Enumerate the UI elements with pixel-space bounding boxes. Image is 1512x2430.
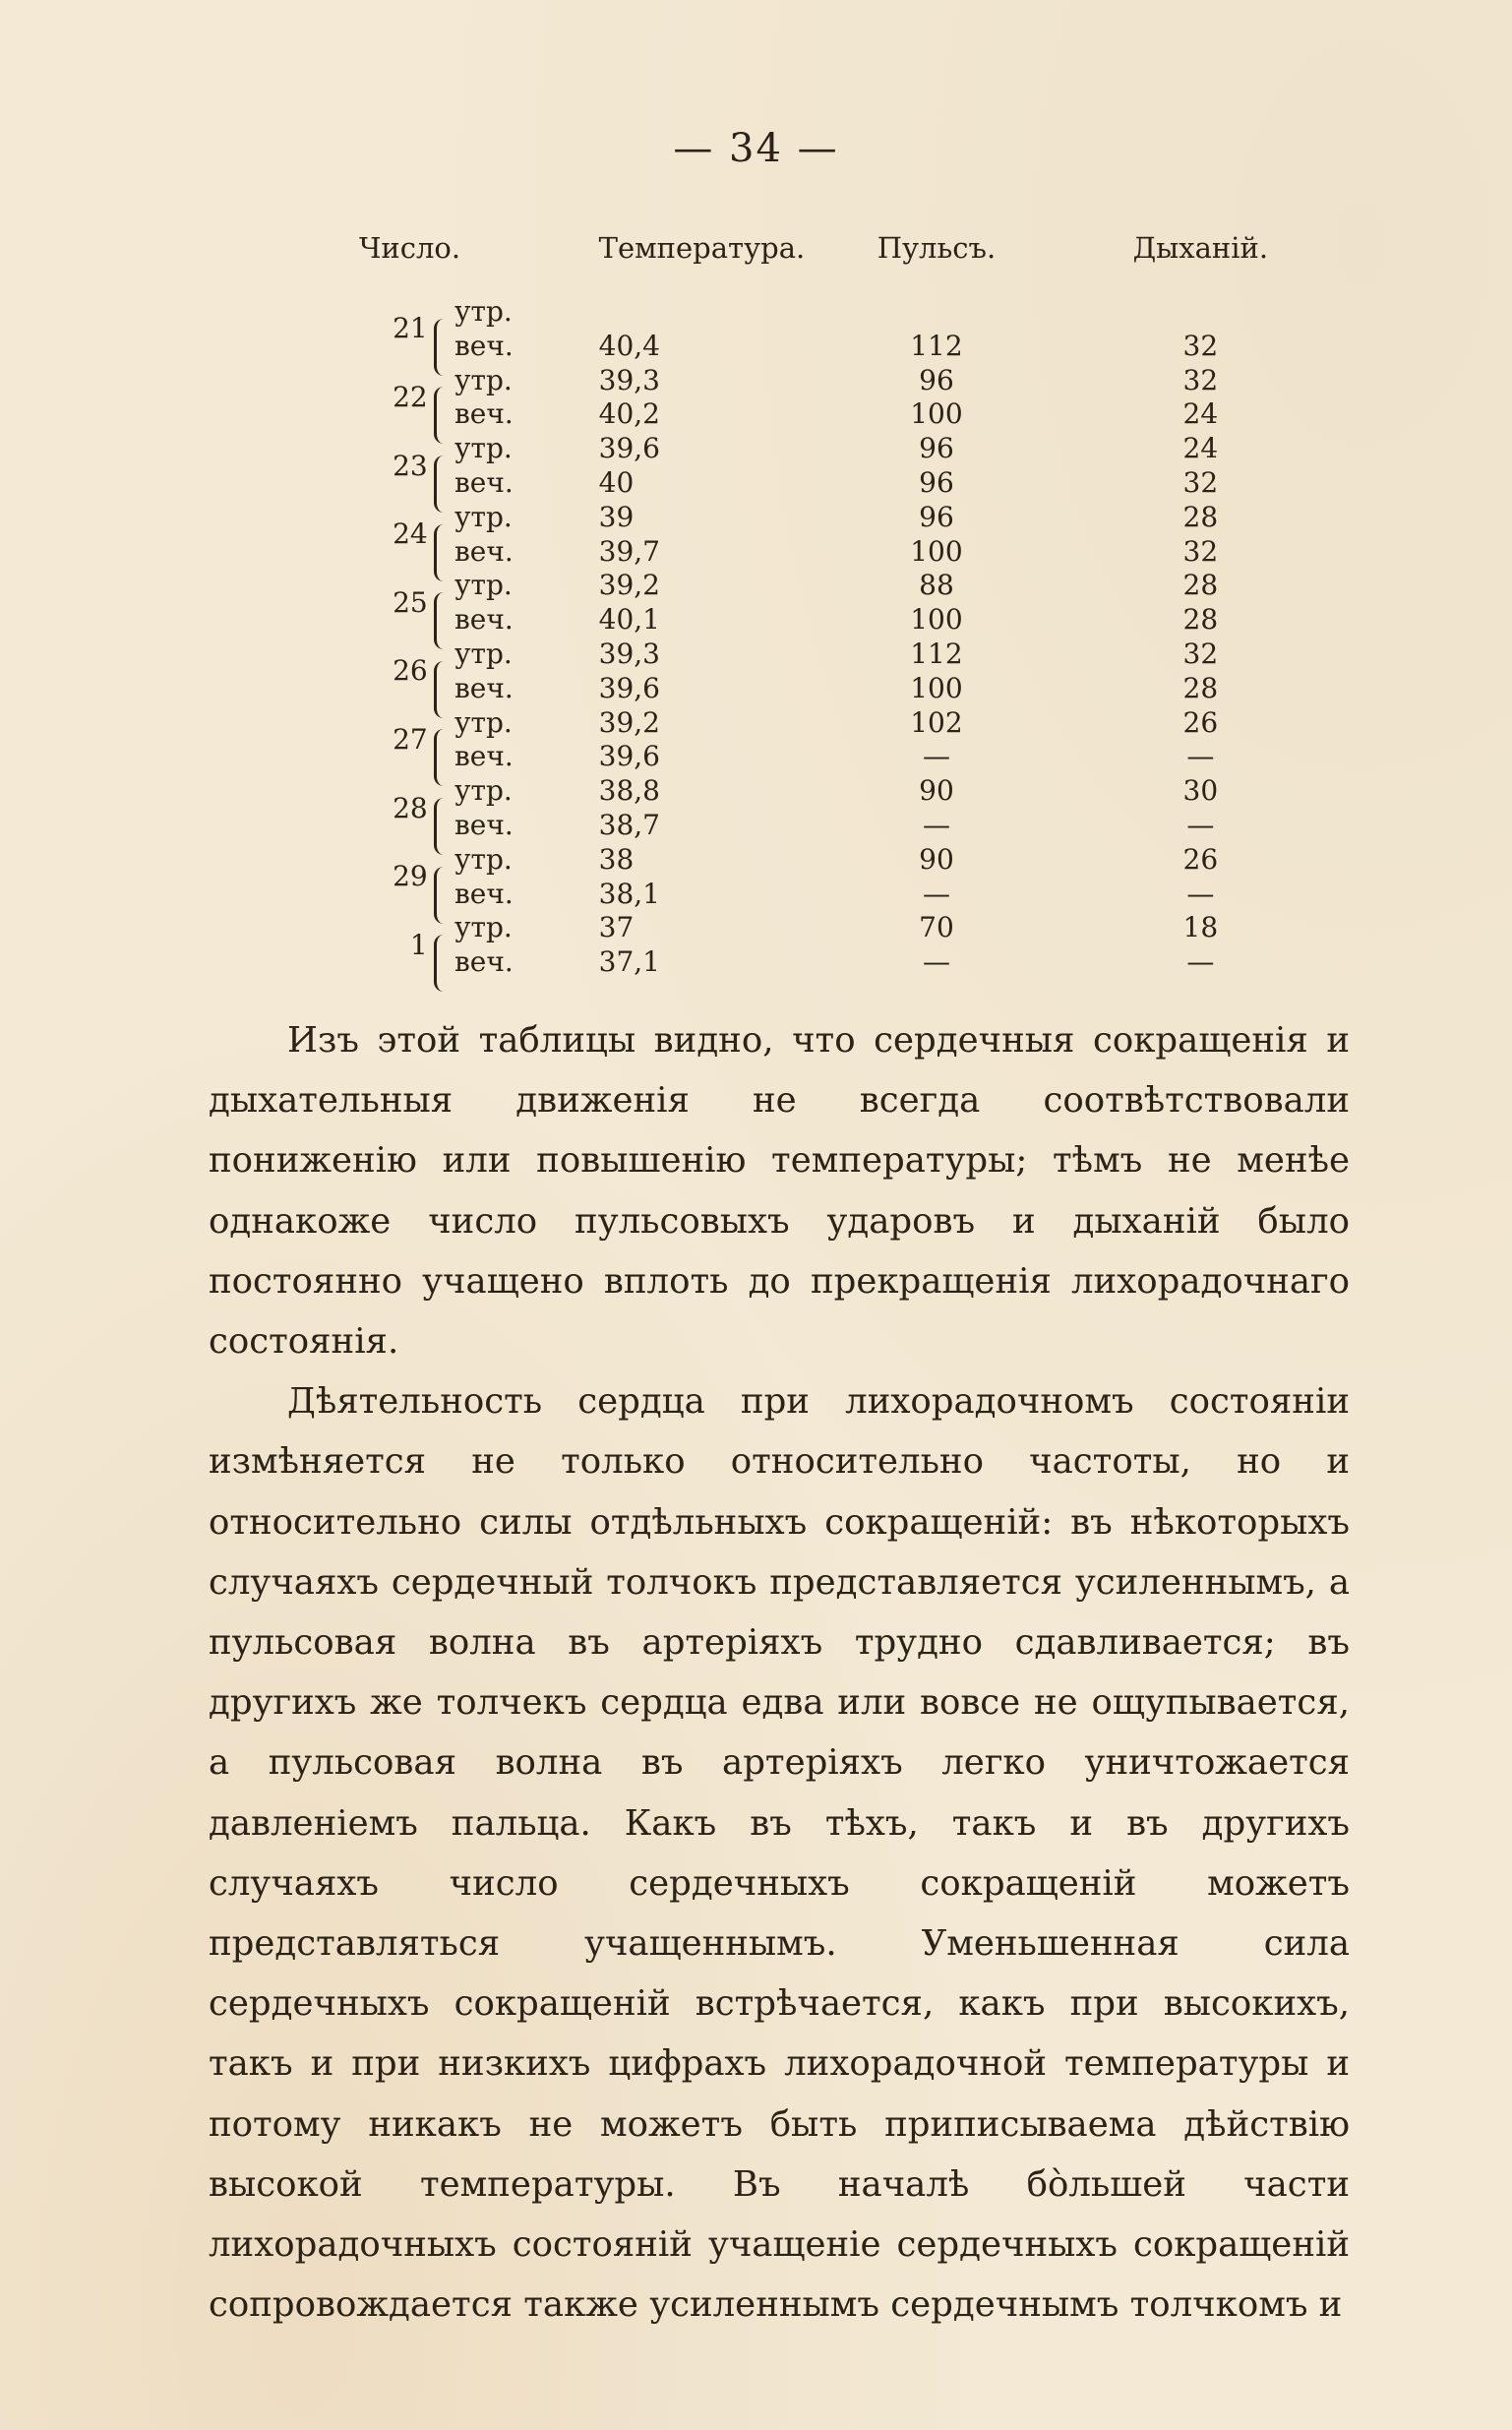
day-number: 21 (393, 312, 428, 345)
respiration-value: 32 (1182, 329, 1219, 362)
day-number: 1 (409, 928, 428, 961)
respiration-value: 30 (1182, 774, 1219, 808)
table-body (349, 295, 1333, 980)
curly-brace-icon (434, 387, 449, 444)
temperature-value: 38,1 (598, 877, 660, 910)
temperature-value: 38 (598, 842, 635, 876)
temperature-value: 39,6 (598, 740, 660, 773)
pulse-value: 96 (919, 432, 954, 465)
body-text (209, 1010, 1350, 2335)
curly-brace-icon (434, 524, 449, 581)
table-row (349, 397, 1333, 432)
time-of-day: утр. (454, 774, 513, 808)
respiration-value: — (1186, 945, 1215, 979)
time-of-day: утр. (454, 842, 513, 876)
respiration-value: — (1186, 808, 1215, 841)
respiration-value: 28 (1182, 603, 1219, 637)
curly-brace-icon (434, 592, 449, 649)
time-of-day: веч. (454, 877, 514, 910)
brace-mark (434, 295, 454, 364)
temperature-value: 40,1 (598, 603, 660, 637)
header-respiration: Дыханій. (1132, 231, 1269, 265)
temperature-value: 39,2 (598, 705, 660, 739)
respiration-value: — (1186, 740, 1215, 773)
table-row (349, 809, 1333, 843)
table-row (349, 501, 1333, 535)
pulse-value: 100 (910, 671, 963, 704)
respiration-value: 26 (1182, 842, 1219, 876)
paragraph: Дѣятельность сердца при лихорадочномъ состояніи измѣняется не только относительно частоты, но и относительно силы отдѣльныхъ сокращеній: въ нѣкоторыхъ случаяхъ сердечный толчокъ представляется усиленнымъ, а пульсовая волна въ артеріяхъ трудно сдавливается; въ другихъ же толчекъ сердца едва или вовсе не ощупывается, а пульсовая волна въ артеріяхъ легко уничтожается давленіемъ пальца. Какъ въ тѣхъ, такъ и въ другихъ случаяхъ число сердечныхъ сокращеній можетъ представляться учащеннымъ. Уменьшенная сила сердечныхъ сокращеній встрѣчается, какъ при высокихъ, такъ и при низкихъ цифрахъ лихорадочной температуры и потому никакъ не можетъ быть приписываема дѣйствію высокой температуры. Въ началѣ бо̀льшей части лихорадочныхъ состояній учащеніе сердечныхъ сокращеній сопровождается также усиленнымъ сердечнымъ толчкомъ и (209, 1381, 1350, 2326)
pulse-value: — (922, 808, 950, 841)
pulse-value: — (922, 945, 950, 979)
pulse-value: 88 (919, 569, 954, 602)
table-row (349, 911, 1333, 945)
table-row (349, 843, 1333, 878)
day-number: 25 (393, 585, 428, 619)
curly-brace-icon (434, 867, 449, 924)
pulse-value: 112 (910, 637, 963, 670)
time-of-day: веч. (454, 671, 514, 704)
vital-signs-table (349, 228, 1333, 980)
table-row (349, 945, 1333, 980)
pulse-value: 100 (910, 603, 963, 637)
temperature-value: 39,2 (598, 569, 660, 602)
pulse-value: 96 (919, 363, 954, 396)
temperature-value: 39 (598, 500, 635, 533)
header-pulse: Пульсъ. (877, 231, 997, 265)
header-temperature: Температура. (598, 231, 806, 265)
curly-brace-icon (434, 729, 449, 786)
pulse-value: 102 (910, 705, 963, 739)
temperature-value: 39,3 (598, 637, 660, 670)
time-of-day: утр. (454, 363, 513, 396)
pulse-value: 112 (910, 329, 963, 362)
respiration-value: — (1186, 877, 1215, 910)
table-row (349, 774, 1333, 809)
pulse-value (805, 295, 1067, 330)
time-of-day: веч. (454, 808, 514, 841)
time-of-day: утр. (454, 569, 513, 602)
curly-brace-icon (434, 456, 449, 513)
curly-brace-icon (434, 661, 449, 718)
pulse-value: 100 (910, 397, 963, 431)
curly-brace-icon (434, 935, 449, 992)
header-day: Число. (359, 231, 461, 265)
time-of-day: веч. (454, 534, 514, 568)
temperature-value: 38,7 (598, 808, 660, 841)
time-of-day: утр. (454, 500, 513, 533)
table-row (349, 740, 1333, 774)
time-of-day: веч. (454, 740, 514, 773)
respiration-value: 28 (1182, 671, 1219, 704)
temperature-value (558, 295, 806, 330)
temperature-value: 40,4 (598, 329, 660, 362)
temperature-value: 39,6 (598, 671, 660, 704)
temperature-value: 38,8 (598, 774, 660, 808)
respiration-value: 28 (1182, 569, 1219, 602)
temperature-value: 40 (598, 465, 635, 499)
pulse-value: — (922, 740, 950, 773)
respiration-value: 32 (1182, 637, 1219, 670)
temperature-value: 40,2 (598, 397, 660, 431)
table-row (349, 432, 1333, 466)
time-of-day: веч. (454, 603, 514, 637)
table-header-row (349, 228, 1333, 295)
temperature-value: 39,6 (598, 432, 660, 465)
time-of-day: веч. (454, 329, 514, 362)
time-of-day: веч. (454, 397, 514, 431)
table-row (349, 603, 1333, 638)
day-number: 28 (393, 791, 428, 824)
page-number: — 34 — (673, 126, 839, 171)
respiration-value: 28 (1182, 500, 1219, 533)
table-row (349, 364, 1333, 398)
temperature-value: 39,7 (598, 534, 660, 568)
time-of-day: утр. (454, 705, 513, 739)
respiration-value: 18 (1182, 911, 1219, 944)
curly-brace-icon (434, 798, 449, 855)
time-of-day: утр. (454, 295, 513, 328)
time-of-day: веч. (454, 945, 514, 979)
table-row (349, 706, 1333, 741)
respiration-value: 32 (1182, 363, 1219, 396)
time-of-day: утр. (454, 911, 513, 944)
respiration-value: 24 (1182, 432, 1219, 465)
pulse-value: 100 (910, 534, 963, 568)
day-number: 27 (393, 722, 428, 756)
temperature-value: 37 (598, 911, 635, 944)
pulse-value: 96 (919, 500, 954, 533)
table-row (349, 466, 1333, 501)
pulse-value: — (922, 877, 950, 910)
day-number: 24 (393, 517, 428, 551)
day-number: 29 (393, 860, 428, 893)
table-row (349, 878, 1333, 912)
curly-brace-icon (434, 319, 449, 376)
respiration-value: 26 (1182, 705, 1219, 739)
day-number: 26 (393, 654, 428, 688)
time-of-day: утр. (454, 637, 513, 670)
pulse-value: 96 (919, 465, 954, 499)
pulse-value: 90 (919, 774, 954, 808)
temperature-value: 39,3 (598, 363, 660, 396)
day-number: 22 (393, 380, 428, 413)
respiration-value (1068, 295, 1333, 330)
table-row (349, 672, 1333, 706)
temperature-value: 37,1 (598, 945, 660, 979)
table-row (349, 638, 1333, 672)
table-row (349, 535, 1333, 570)
table-row (349, 330, 1333, 364)
time-of-day: утр. (454, 432, 513, 465)
respiration-value: 32 (1182, 534, 1219, 568)
paragraph: Изъ этой таблицы видно, что сердечныя сокращенія и дыхательныя движенія не всегда соотвѣтствовали пониженію или повышенію температуры; тѣмъ не менѣе однакоже число пульсовыхъ ударовъ и дыханій было постоянно учащено вплоть до прекращенія лихорадочнаго состоянія. (209, 1020, 1350, 1363)
table-row (349, 569, 1333, 603)
pulse-value: 90 (919, 842, 954, 876)
pulse-value: 70 (919, 911, 954, 944)
table-row (349, 295, 1333, 330)
respiration-value: 24 (1182, 397, 1219, 431)
respiration-value: 32 (1182, 465, 1219, 499)
time-of-day: веч. (454, 465, 514, 499)
day-number: 23 (393, 449, 428, 482)
